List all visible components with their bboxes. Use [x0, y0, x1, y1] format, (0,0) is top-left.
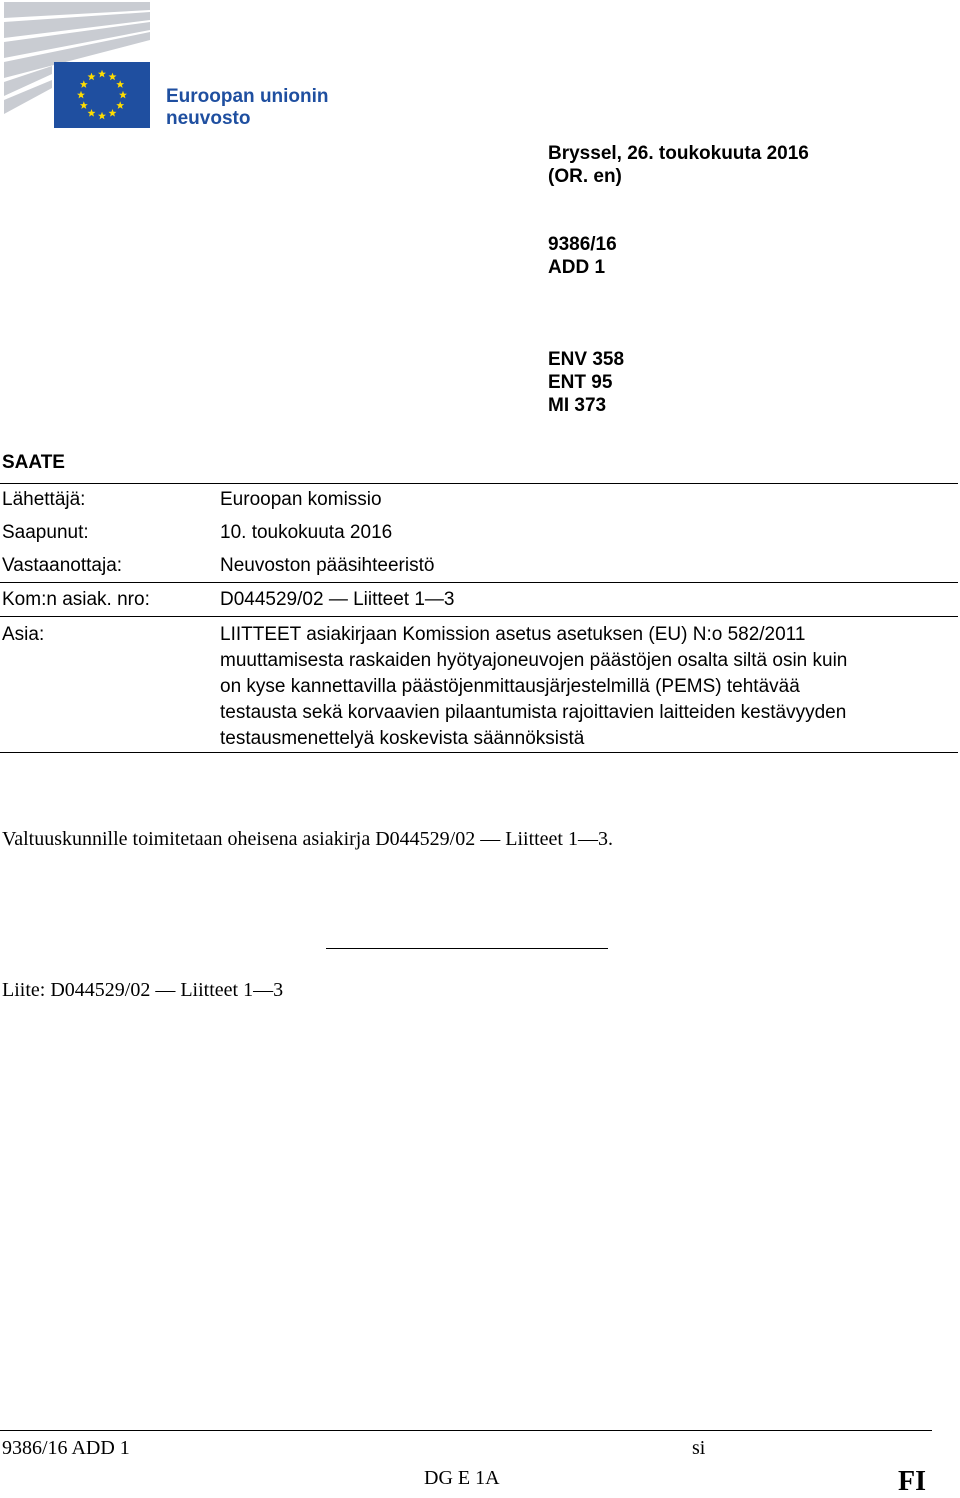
brand-line-1: Euroopan unionin [166, 86, 329, 107]
sender-value: Euroopan komissio [220, 489, 382, 510]
footer-directorate: DG E 1A [424, 1467, 500, 1489]
subject-text [220, 622, 958, 752]
subject-line: testausmenettelyä koskevista säännöksistä [220, 728, 585, 749]
council-logo [0, 0, 160, 132]
footer-rule [0, 1430, 932, 1431]
brand-name [166, 86, 329, 130]
classification-code: ENT 95 [548, 372, 613, 393]
recipient-value: Neuvoston pääsihteeristö [220, 555, 435, 576]
doc-number: 9386/16 [548, 234, 617, 255]
subject-line: on kyse kannettavilla päästöjenmittausjärjestelmillä (PEMS) tehtävää [220, 676, 800, 697]
brand-line-2: neuvosto [166, 108, 251, 129]
subject-line: muuttamisesta raskaiden hyötyajoneuvojen päästöjen osalta siltä osin kuin [220, 650, 848, 671]
subject-label: Asia: [2, 624, 45, 645]
received-label: Saapunut: [2, 522, 89, 543]
classification-code: MI 373 [548, 395, 607, 416]
recipient-label: Vastaanottaja: [2, 555, 123, 576]
table-rule [0, 616, 958, 617]
com-ref-label: Kom:n asiak. nro: [2, 589, 150, 610]
body-paragraph: Valtuuskunnille toimitetaan oheisena asiakirja D044529/02 — Liitteet 1—3. [2, 828, 613, 850]
received-value: 10. toukokuuta 2016 [220, 522, 393, 543]
doc-addendum: ADD 1 [548, 257, 606, 278]
footer-doc-ref: 9386/16 ADD 1 [2, 1437, 130, 1459]
table-rule [0, 483, 958, 484]
footer-language: FI [898, 1466, 926, 1497]
table-rule [0, 752, 958, 753]
footer-initials: si [692, 1437, 706, 1459]
separator-line [326, 948, 608, 949]
subject-line: LIITTEET asiakirjaan Komission asetus asetuksen (EU) N:o 582/2011 [220, 624, 806, 645]
saate-heading: SAATE [2, 452, 65, 473]
classification-code: ENV 358 [548, 349, 625, 370]
subject-line: testausta sekä korvaavien pilaantumista rajoittavien laitteiden kestävyyden [220, 702, 847, 723]
place-date: Bryssel, 26. toukokuuta 2016 [548, 143, 809, 164]
com-ref-value: D044529/02 — Liitteet 1—3 [220, 589, 455, 610]
original-language: (OR. en) [548, 166, 622, 187]
table-rule [0, 582, 958, 583]
sender-label: Lähettäjä: [2, 489, 86, 510]
attachment-line: Liite: D044529/02 — Liitteet 1—3 [2, 979, 284, 1001]
